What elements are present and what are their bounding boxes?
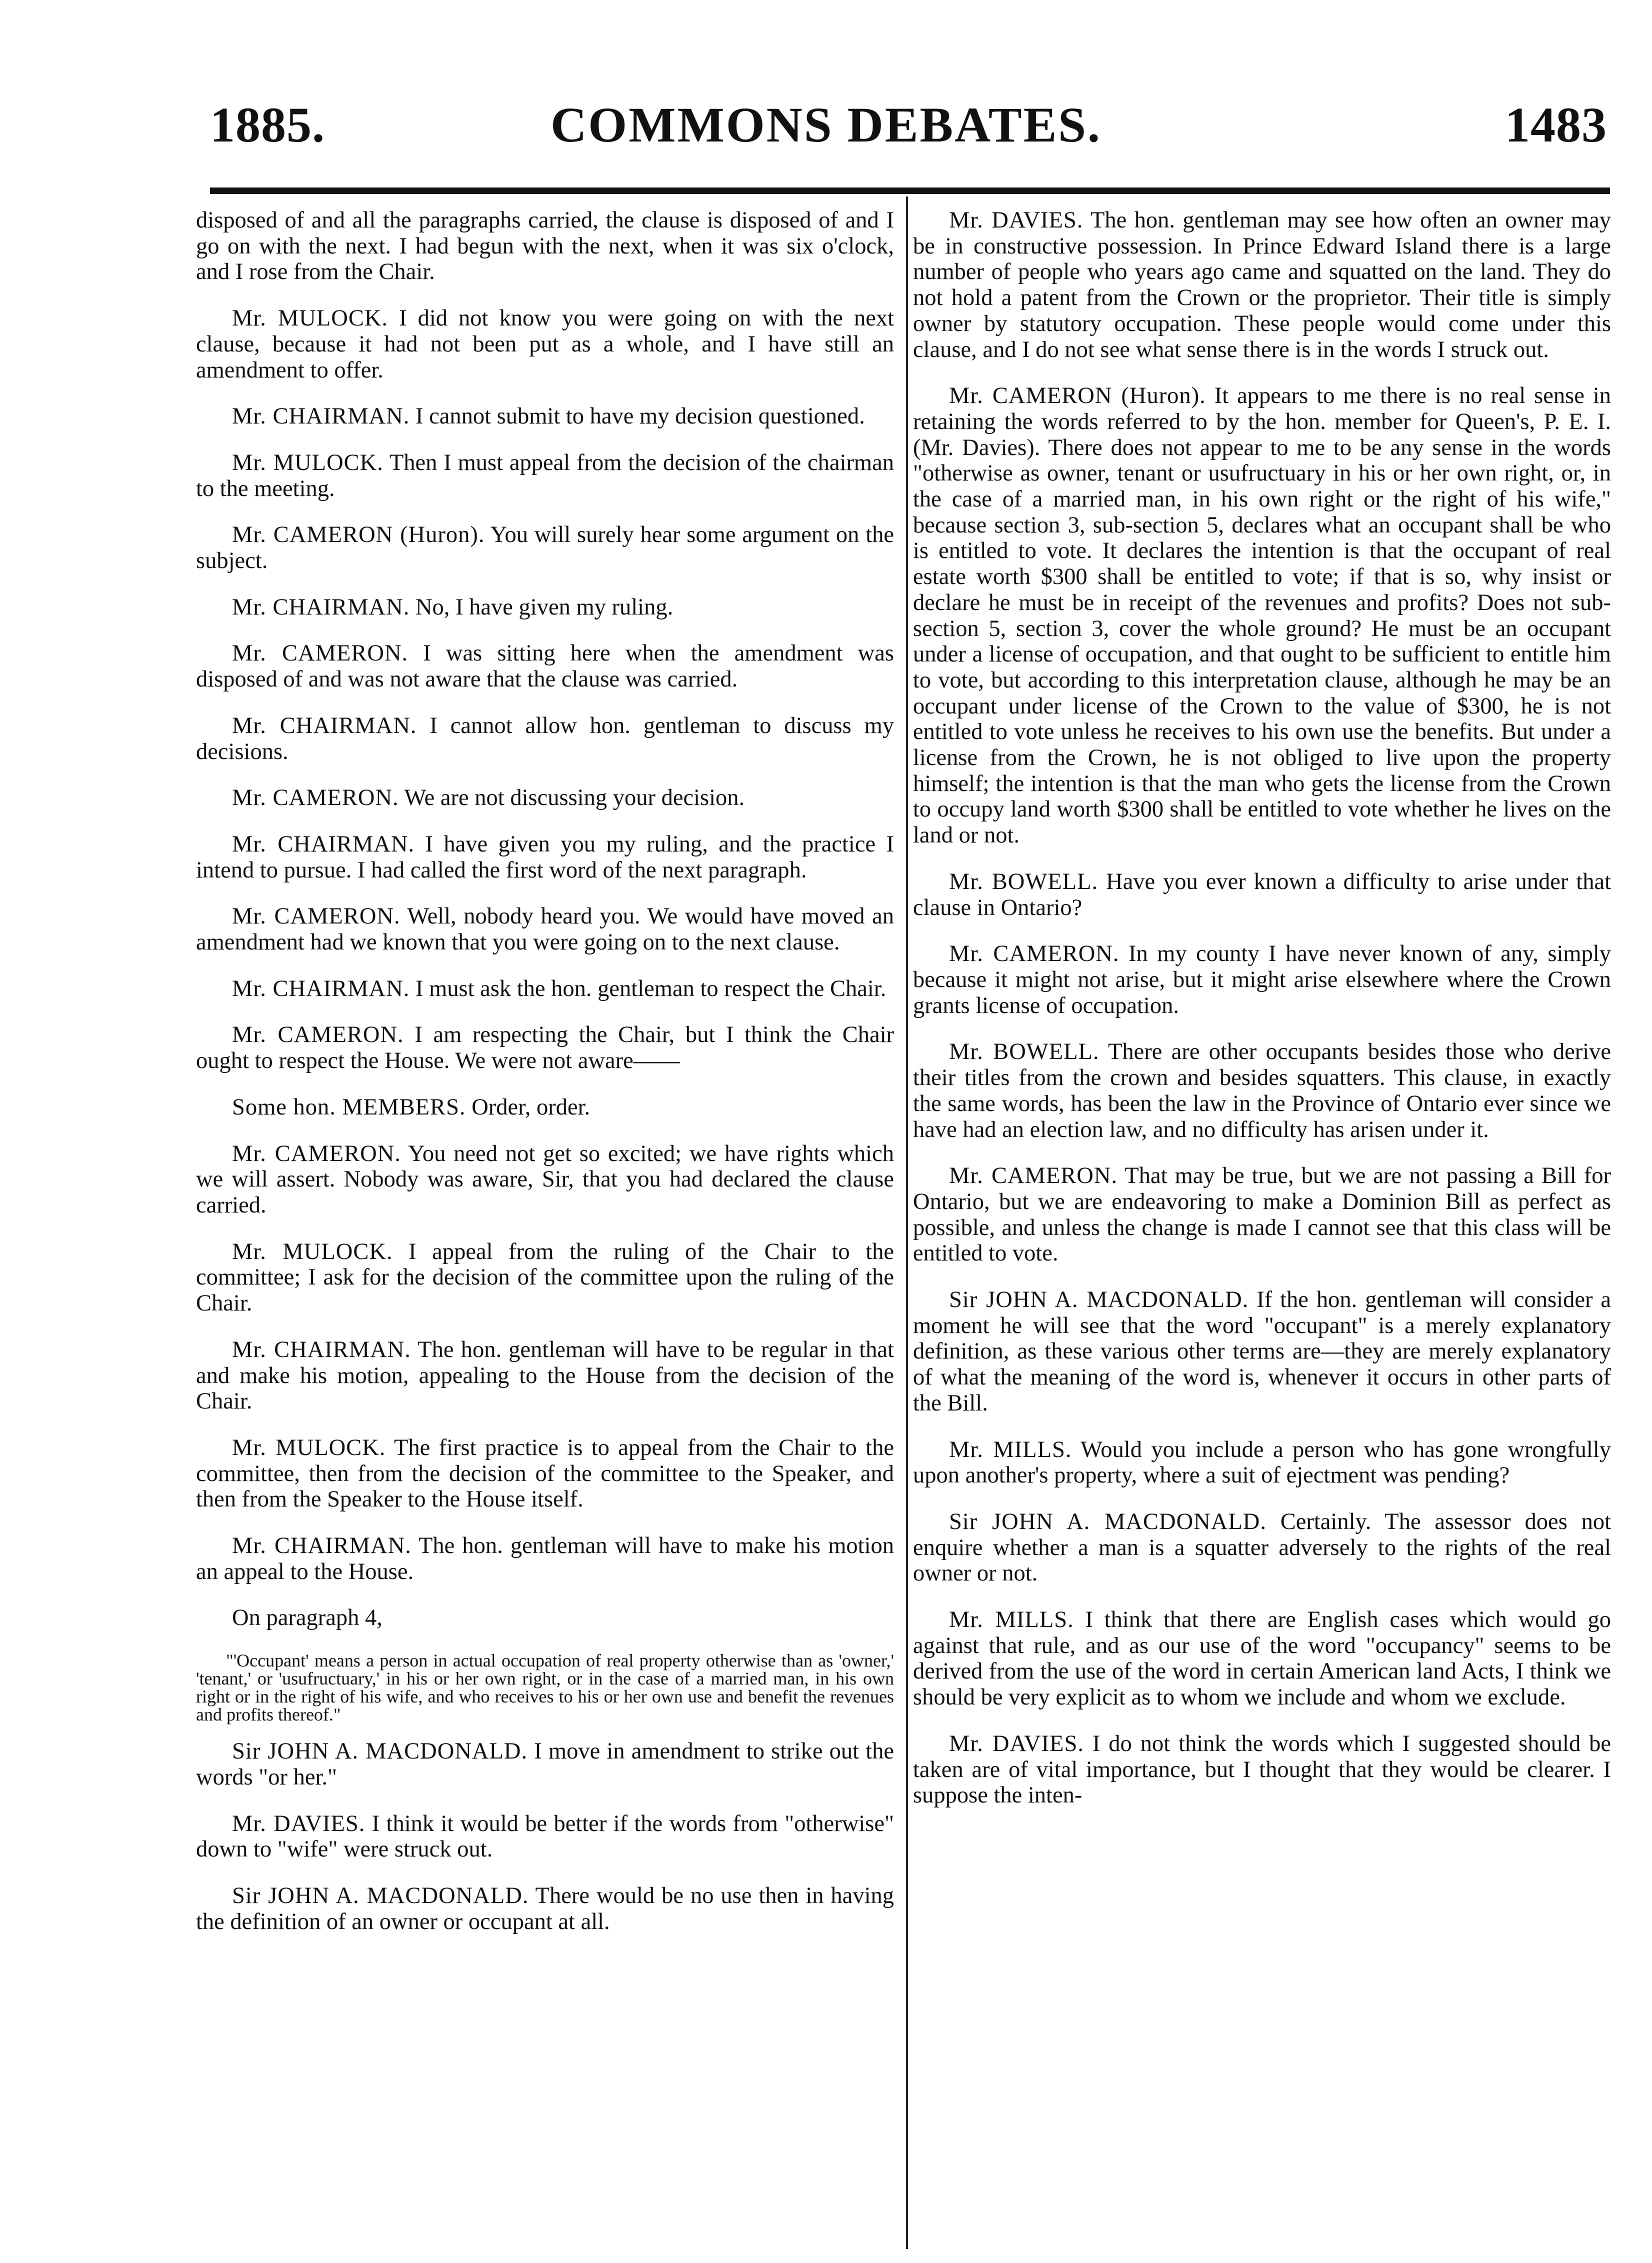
speaker-name: Sir JOHN A. MACDONALD. xyxy=(232,1882,529,1908)
speech-text: I appeal from the ruling of the Chair to the committee; I ask for the decision of the committee upon the ruling of the Chair. xyxy=(196,1238,894,1316)
speaker-name: Mr. CHAIRMAN. xyxy=(232,594,410,620)
paragraph xyxy=(913,1163,1611,1266)
speech-text: I have given you my ruling, and the practice I intend to pursue. I had called the first word of the next paragraph. xyxy=(196,831,894,883)
speaker-name: Mr. MULOCK. xyxy=(232,1238,393,1264)
speaker-name: Mr. CHAIRMAN. xyxy=(232,404,410,430)
paragraph xyxy=(913,1437,1611,1488)
paragraph xyxy=(913,869,1611,920)
paragraph xyxy=(196,1141,894,1218)
paragraph xyxy=(196,1811,894,1862)
paragraph xyxy=(196,594,894,620)
speaker-name: Some hon. MEMBERS. xyxy=(232,1094,466,1120)
paragraph xyxy=(196,1652,894,1724)
paragraph xyxy=(196,208,894,285)
header-title: COMMONS DEBATES. xyxy=(550,97,1102,152)
speech-text: In my county I have never known of any, simply because it might not arise, but it might arise elsewhere where the Crown grants license of occupation. xyxy=(913,941,1611,1018)
speaker-name: Mr. MILLS. xyxy=(949,1436,1072,1462)
paragraph xyxy=(196,1738,894,1790)
speaker-name: Mr. MILLS. xyxy=(949,1607,1074,1633)
speech-text: You will surely hear some argument on the subject. xyxy=(196,522,894,574)
speech-text: There would be no use then in having the definition of an owner or occupant at all. xyxy=(196,1882,894,1934)
speech-text: No, I have given my ruling. xyxy=(415,594,674,620)
speech-text: Then I must appeal from the decision of the chairman to the meeting. xyxy=(196,450,894,502)
paragraph xyxy=(913,383,1611,848)
speaker-name: Mr. CHAIRMAN. xyxy=(232,712,417,738)
speech-text: Well, nobody heard you. We would have moved an amendment had we known that you were going on to the next clause. xyxy=(196,904,894,956)
paragraph xyxy=(196,1435,894,1512)
speech-text: I think it would be better if the words from "otherwise" down to "wife" were struck out. xyxy=(196,1810,894,1862)
speech-text: Would you include a person who has gone wrongfully upon another's property, where a suit of ejectment was pending? xyxy=(913,1436,1611,1488)
speaker-name: Sir JOHN A. MACDONALD. xyxy=(232,1738,528,1764)
speaker-name: Mr. BOWELL. xyxy=(949,868,1098,894)
speaker-name: Mr. MULOCK. xyxy=(232,306,388,332)
speech-text: I am respecting the Chair, but I think the Chair ought to respect the House. We were not aware—— xyxy=(196,1022,894,1074)
speech-text: Have you ever known a difficulty to arise under that clause in Ontario? xyxy=(913,868,1611,920)
speech-text: If the hon. gentleman will consider a moment he will see that the word "occupant" is a merely explanatory definition, as these various other terms are—they are merely explanatory of what the meaning of the word is, whenever it occurs in other parts of the Bill. xyxy=(913,1287,1611,1416)
speaker-name: Mr. CAMERON. xyxy=(949,1163,1118,1189)
header-page-number: 1483 xyxy=(1505,97,1607,152)
speech-text: Order, order. xyxy=(472,1094,590,1120)
speech-text: I cannot submit to have my decision questioned. xyxy=(415,404,865,430)
speaker-name: Mr. DAVIES. xyxy=(949,1730,1084,1756)
speaker-name: Mr. MULOCK. xyxy=(232,450,384,476)
speech-text: You need not get so excited; we have rights which we will assert. Nobody was aware, Sir, that you had declared the clause carried. xyxy=(196,1140,894,1218)
paragraph xyxy=(196,640,894,692)
speaker-name: Mr. CHAIRMAN. xyxy=(232,1336,411,1362)
paragraph xyxy=(913,1509,1611,1586)
speech-text: I must ask the hon. gentleman to respect the Chair. xyxy=(415,976,886,1002)
speech-text: It appears to me there is no real sense in retaining the words referred to by the hon. member for Queen's, P. E. I. (Mr. Davies). There does not appear to me to be any sense in the words "otherwise as owner, tenant or usufructuary in his or her own right, or, in the case of a married man, in his own right or the right of his wife," because section 3, sub-section 5, declares what an occupant shall be who is entitled to vote. It declares the intention is that the occupant of real estate worth $300 shall be entitled to vote; if that is so, why insist or declare he must be in receipt of the revenues and profits? Does not sub-section 5, section 3, cover the whole ground? He must be an occupant under a license of occupation, and that ought to be sufficient to entitle him to vote, but according to this interpretation clause, although he may be an occupant under license of the Crown to the value of $300, he is not entitled to vote unless he receives to his own use the benefits. But under a license from the Crown, he is not obliged to live upon the property himself; the intention is that the man who gets the license from the Crown to occupy land worth $300 shall be entitled to vote whether he lives on the land or not. xyxy=(913,383,1611,848)
speaker-name: Mr. DAVIES. xyxy=(949,208,1084,233)
column-divider xyxy=(906,196,908,2249)
paragraph xyxy=(913,1731,1611,1808)
speaker-name: Mr. CHAIRMAN. xyxy=(232,976,410,1002)
speech-text: I did not know you were going on with the next clause, because it had not been put as a whole, and I have still an amendment to offer. xyxy=(196,306,894,383)
paragraph xyxy=(913,941,1611,1018)
speech-text: I move in amendment to strike out the words "or her." xyxy=(196,1738,894,1790)
paragraph xyxy=(196,1605,894,1631)
speaker-name: Mr. CAMERON. xyxy=(232,785,399,811)
paragraph xyxy=(196,904,894,955)
paragraph xyxy=(913,1287,1611,1416)
left-column xyxy=(196,208,894,2260)
paragraph xyxy=(196,306,894,383)
paragraph xyxy=(196,1239,894,1316)
right-column xyxy=(913,208,1611,2260)
header-rule xyxy=(210,188,1610,194)
header-year: 1885. xyxy=(210,97,325,152)
speech-text: I was sitting here when the amendment was disposed of and was not aware that the clause was carried. xyxy=(196,640,894,692)
speech-text: The hon. gentleman will have to be regular in that and make his motion, appealing to the House from the decision of the Chair. xyxy=(196,1336,894,1414)
speaker-name: Mr. CAMERON. xyxy=(232,1022,404,1048)
paragraph xyxy=(913,1607,1611,1710)
paragraph xyxy=(196,404,894,430)
speaker-name: Mr. CAMERON. xyxy=(232,904,400,930)
speech-text: The first practice is to appeal from the Chair to the committee, then from the decision of the committee to the Speaker, and then from the Speaker to the House itself. xyxy=(196,1434,894,1512)
speaker-name: Mr. MULOCK. xyxy=(232,1434,386,1460)
speech-text: That may be true, but we are not passing a Bill for Ontario, but we are endeavoring to make a Dominion Bill as perfect as possible, and unless the change is made I cannot see that this class will be entitled to vote. xyxy=(913,1163,1611,1266)
speaker-name: Mr. CAMERON. xyxy=(232,640,408,666)
speech-text: The hon. gentleman may see how often an owner may be in constructive possession. In Prince Edward Island there is a large number of people who years ago came and squatted on the land. They do not hold a patent from the Crown or the proprietor. Their title is simply owner by statutory occupation. These people would come under this clause, and I do not see what sense there is in the words I struck out. xyxy=(913,208,1611,362)
speaker-name: Sir JOHN A. MACDONALD. xyxy=(949,1508,1266,1534)
paragraph xyxy=(196,1022,894,1074)
speaker-name: Mr. CHAIRMAN. xyxy=(232,831,415,857)
speech-text: "'Occupant' means a person in actual occupation of real property otherwise than as 'owner,' 'tenant,' or 'usufructuary,' in his or her own right, or in the case of a married man, in his own right or in the right of his wife, and who receives to his or her own use and benefit the revenues and profits thereof." xyxy=(196,1650,894,1725)
paragraph xyxy=(196,785,894,811)
speech-text: I cannot allow hon. gentleman to discuss my decisions. xyxy=(196,712,894,764)
speech-text: I think that there are English cases which would go against that rule, and as our use of the word "occupancy" seems to be derived from the use of the word in certain American land Acts, I think we should be very explicit as to whom we include and whom we exclude. xyxy=(913,1607,1611,1710)
speech-text: I do not think the words which I suggested should be taken are of vital importance, but I thought that they would be clearer. I suppose the inten- xyxy=(913,1730,1611,1808)
paragraph xyxy=(913,208,1611,362)
speaker-name: Mr. BOWELL. xyxy=(949,1039,1100,1065)
paragraph xyxy=(196,1094,894,1120)
paragraph xyxy=(196,832,894,883)
speech-text: The hon. gentleman will have to make his motion an appeal to the House. xyxy=(196,1533,894,1584)
paragraph xyxy=(196,450,894,502)
speaker-name: Mr. DAVIES. xyxy=(232,1810,366,1836)
speaker-name: Sir JOHN A. MACDONALD. xyxy=(949,1287,1249,1313)
speech-text: We are not discussing your decision. xyxy=(404,785,745,811)
speaker-name: Mr. CAMERON. xyxy=(949,941,1120,967)
paragraph xyxy=(196,522,894,574)
paragraph xyxy=(196,713,894,764)
paragraph xyxy=(913,1039,1611,1142)
speaker-name: Mr. CAMERON. xyxy=(232,1140,401,1166)
speech-text: disposed of and all the paragraphs carried, the clause is disposed of and I go on with the next. I had begun with the next, when it was six o'clock, and I rose from the Chair. xyxy=(196,208,894,285)
speech-text: Certainly. The assessor does not enquire whether a man is a squatter adversely to the rights of the real owner or not. xyxy=(913,1508,1611,1586)
speaker-name: Mr. CAMERON (Huron). xyxy=(232,522,485,548)
paragraph xyxy=(196,976,894,1002)
speaker-name: Mr. CHAIRMAN. xyxy=(232,1533,412,1559)
speech-text: On paragraph 4, xyxy=(232,1605,382,1631)
paragraph xyxy=(196,1883,894,1934)
speech-text: There are other occupants besides those who derive their titles from the crown and besides squatters. This clause, in exactly the same words, has been the law in the Province of Ontario ever since we have had an election law, and no difficulty has arisen under it. xyxy=(913,1039,1611,1142)
speaker-name: Mr. CAMERON (Huron). xyxy=(949,383,1206,409)
paragraph xyxy=(196,1533,894,1584)
paragraph xyxy=(196,1337,894,1414)
